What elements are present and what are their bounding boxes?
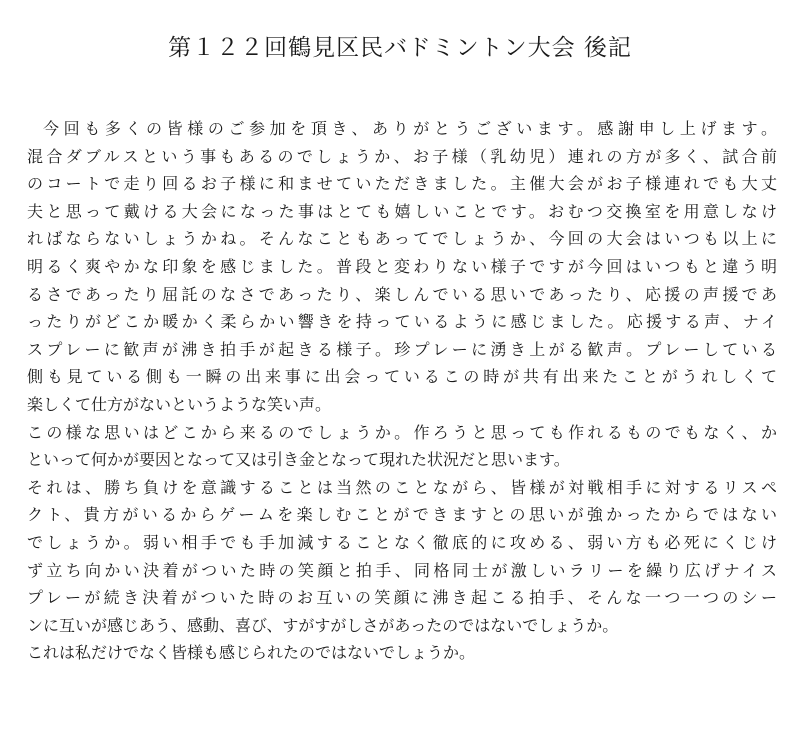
document-body: [27, 115, 777, 667]
paragraph-line: ったりがどこか暖かく柔らかい響きを持っているように感じました。応援する声、ナイ: [27, 312, 777, 332]
paragraph-line: ればならないしょうかね。そんなこともあってでしょうか、今回の大会はいつも以上に: [27, 229, 777, 249]
paragraph-line: スプレーに歓声が沸き拍手が起きる様子。珍プレーに湧き上がる歓声。プレーしている: [27, 339, 777, 359]
paragraph-line: でしょうか。弱い相手でも手加減することなく徹底的に攻める、弱い方も必死にくじけ: [27, 532, 777, 552]
paragraph-line: 楽しくて仕方がないというような笑い声。: [27, 394, 332, 414]
paragraph-line: 側も見ている側も一瞬の出来事に出会っているこの時が共有出来たことがうれしくて: [27, 367, 777, 387]
paragraph-line: るさであったり屈託のなさであったり、楽しんでいる思いであったり、応援の声援であ: [27, 284, 777, 304]
paragraph-line: クト、貴方がいるからゲームを楽しむことができますとの思いが強かったからではない: [27, 505, 777, 525]
paragraph-line: といって何かが要因となって又は引き金となって現れた状況だと思います。: [27, 450, 570, 470]
paragraph-line: 夫と思って戴ける大会になった事はとても嬉しいことです。おむつ交換室を用意しなけ: [27, 201, 777, 221]
paragraph-line: 混合ダブルスという事もあるのでしょうか、お子様（乳幼児）連れの方が多く、試合前: [27, 146, 777, 166]
paragraph-line: 今回も多くの皆様のご参加を頂き、ありがとうございます。感謝申し上げます。: [43, 119, 777, 138]
paragraph-line: それは、勝ち負けを意識することは当然のことながら、皆様が対戦相手に対するリスペ: [27, 477, 777, 497]
paragraph-line: 明るく爽やかな印象を感じました。普段と変わりない様子ですが今回はいつもと違う明: [27, 256, 777, 276]
paragraph-line: のコートで走り回るお子様に和ませていただきました。主催大会がお子様連れでも大丈: [27, 174, 777, 194]
paragraph-line: これは私だけでなく皆様も感じられたのではないでしょうか。: [27, 643, 476, 663]
document-title: 第１２２回鶴見区民バドミントン大会 後記: [168, 35, 632, 61]
paragraph-line: この様な思いはどこから来るのでしょうか。作ろうと思っても作れるものでもなく、か: [27, 422, 777, 442]
paragraph-line: ず立ち向かい決着がついた時の笑顔と拍手、同格同士が激しいラリーを繰り広げナイス: [27, 560, 777, 580]
paragraph-line: ンに互いが感じあう、感動、喜び、すがすがしさがあったのではないでしょうか。: [27, 615, 619, 635]
paragraph-line: プレーが続き決着がついた時のお互いの笑顔に沸き起こる拍手、そんな一つ一つのシー: [27, 588, 777, 608]
